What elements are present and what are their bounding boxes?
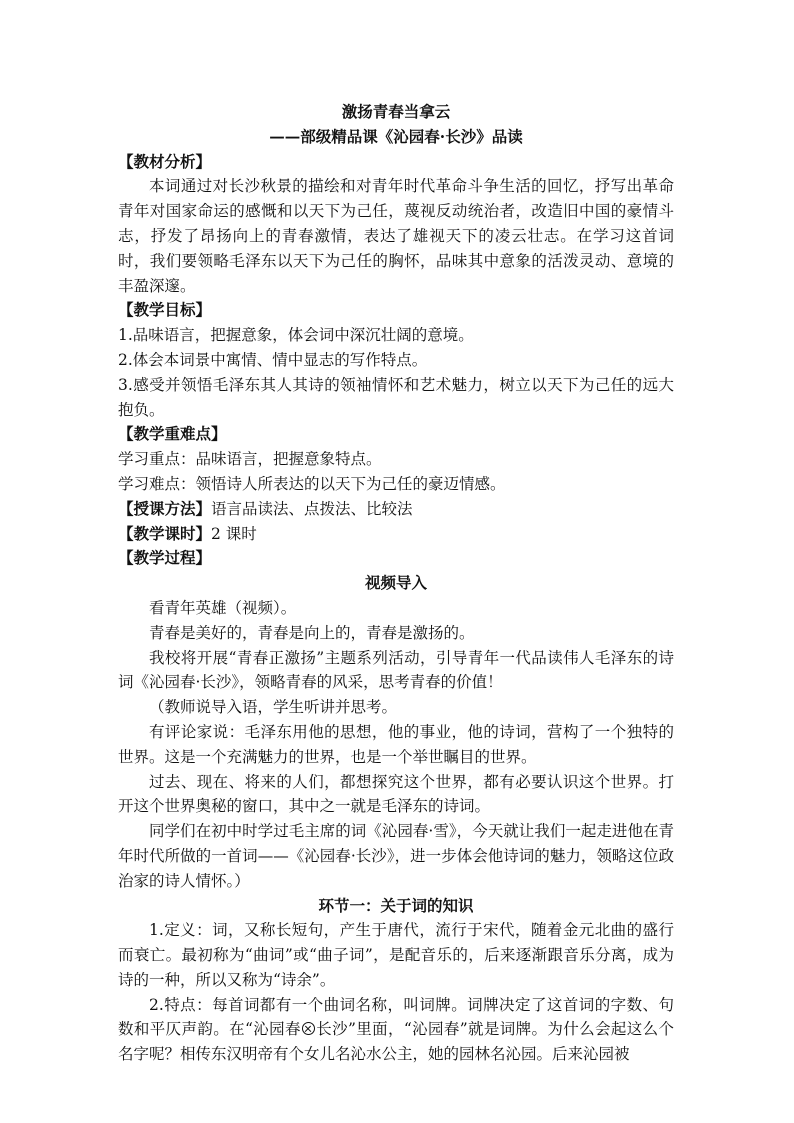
key-point-difficulty: 学习难点：领悟诗人所表达的以天下为己任的豪迈情感。	[118, 474, 506, 493]
goal-item-3: 3.感受并领悟毛泽东其人其诗的领袖情怀和艺术魅力，树立以天下为己任的远大抱负。	[118, 375, 674, 419]
goals-heading: 【教学目标】	[118, 300, 212, 320]
goal-item-2: 2.体会本词景中寓情、情中显志的写作特点。	[118, 350, 428, 369]
analysis-heading: 【教材分析】	[118, 151, 212, 171]
section1-feature	[118, 993, 674, 1067]
method-heading: 【授课方法】	[118, 498, 212, 518]
document-subtitle: ——部级精品课《沁园春·长沙》品读	[269, 126, 523, 146]
video-intro-paragraph-7: 同学们在初中时学过毛主席的词《沁园春·雪》，今天就让我们一起走进他在青年时代所做的一首词——《沁园春·长沙》，进一步体会他诗词的魅力，领略这位政治家的诗人情怀。）	[118, 822, 674, 890]
video-intro-paragraph-3: 我校将开展“青春正激扬”主题系列活动，引导青年一代品读伟人毛泽东的诗词《沁园春·长沙》，领略青春的风采，思考青春的价值！	[118, 648, 674, 692]
video-intro-paragraph-1: 看青年英雄（视频）。	[149, 598, 297, 617]
section1-feature-part1: 2.特点：每首词都有一个曲词名称，叫词牌。词牌决定了这首词的字数、句数和平仄声韵。在“沁园春	[118, 995, 674, 1039]
hours-line	[118, 522, 674, 547]
video-intro-paragraph-6: 过去、现在、将来的人们，都想探究这个世界，都有必要认识这个世界。打开这个世界奥秘的窗口，其中之一就是毛泽东的诗词。	[118, 772, 674, 816]
section1-feature-part2: 长沙”里面，“沁园春”就是词牌。为什么会起这么个名字呢？相传东汉明帝有个女儿名沁水公主，她的园林名沁园。后来沁园被	[118, 1020, 674, 1064]
section1-heading: 环节一：关于词的知识	[318, 895, 474, 915]
hours-text: 2 课时	[211, 524, 257, 543]
analysis-paragraph: 本词通过对长沙秋景的描绘和对青年时代革命斗争生活的回忆，抒写出革命青年对国家命运的感慨和以天下为己任，蔑视反动统治者，改造旧中国的豪情斗志，抒发了昂扬向上的青春激情，表达了雄视天下的凌云壮志。在学习这首词时，我们要领略毛泽东以天下为己任的胸怀，品味其中意象的活泼灵动、意境的丰盈深邃。	[118, 177, 674, 295]
method-line	[118, 497, 674, 522]
video-intro-paragraph-4: （教师说导入语，学生听讲并思考。	[149, 698, 398, 717]
key-points-heading: 【教学重难点】	[118, 424, 227, 444]
goal-item-1: 1.品味语言，把握意象，体会词中深沉壮阔的意境。	[118, 326, 474, 345]
circled-x-icon	[302, 1022, 315, 1035]
key-point-focus: 学习重点：品味语言，把握意象特点。	[118, 450, 382, 469]
process-heading: 【教学过程】	[118, 548, 212, 568]
video-intro-heading: 视频导入	[364, 573, 427, 593]
video-intro-paragraph-5: 有评论家说：毛泽东用他的思想，他的事业，他的诗词，营构了一个独特的世界。这是一个充满魅力的世界，也是一个举世瞩目的世界。	[118, 722, 674, 766]
hours-heading: 【教学课时】	[118, 523, 212, 543]
section1-definition: 1.定义：词，又称长短句，产生于唐代，流行于宋代，随着金元北曲的盛行而衰亡。最初称为“曲词”或“曲子词”，是配音乐的，后来逐渐跟音乐分离，成为诗的一种，所以又称为“诗余”。	[118, 921, 674, 989]
method-text: 语言品读法、点拨法、比较法	[211, 499, 413, 518]
document-body	[118, 100, 674, 1067]
video-intro-paragraph-2: 青春是美好的，青春是向上的，青春是激扬的。	[149, 623, 475, 642]
document-title: 激扬青春当拿云	[341, 102, 451, 121]
